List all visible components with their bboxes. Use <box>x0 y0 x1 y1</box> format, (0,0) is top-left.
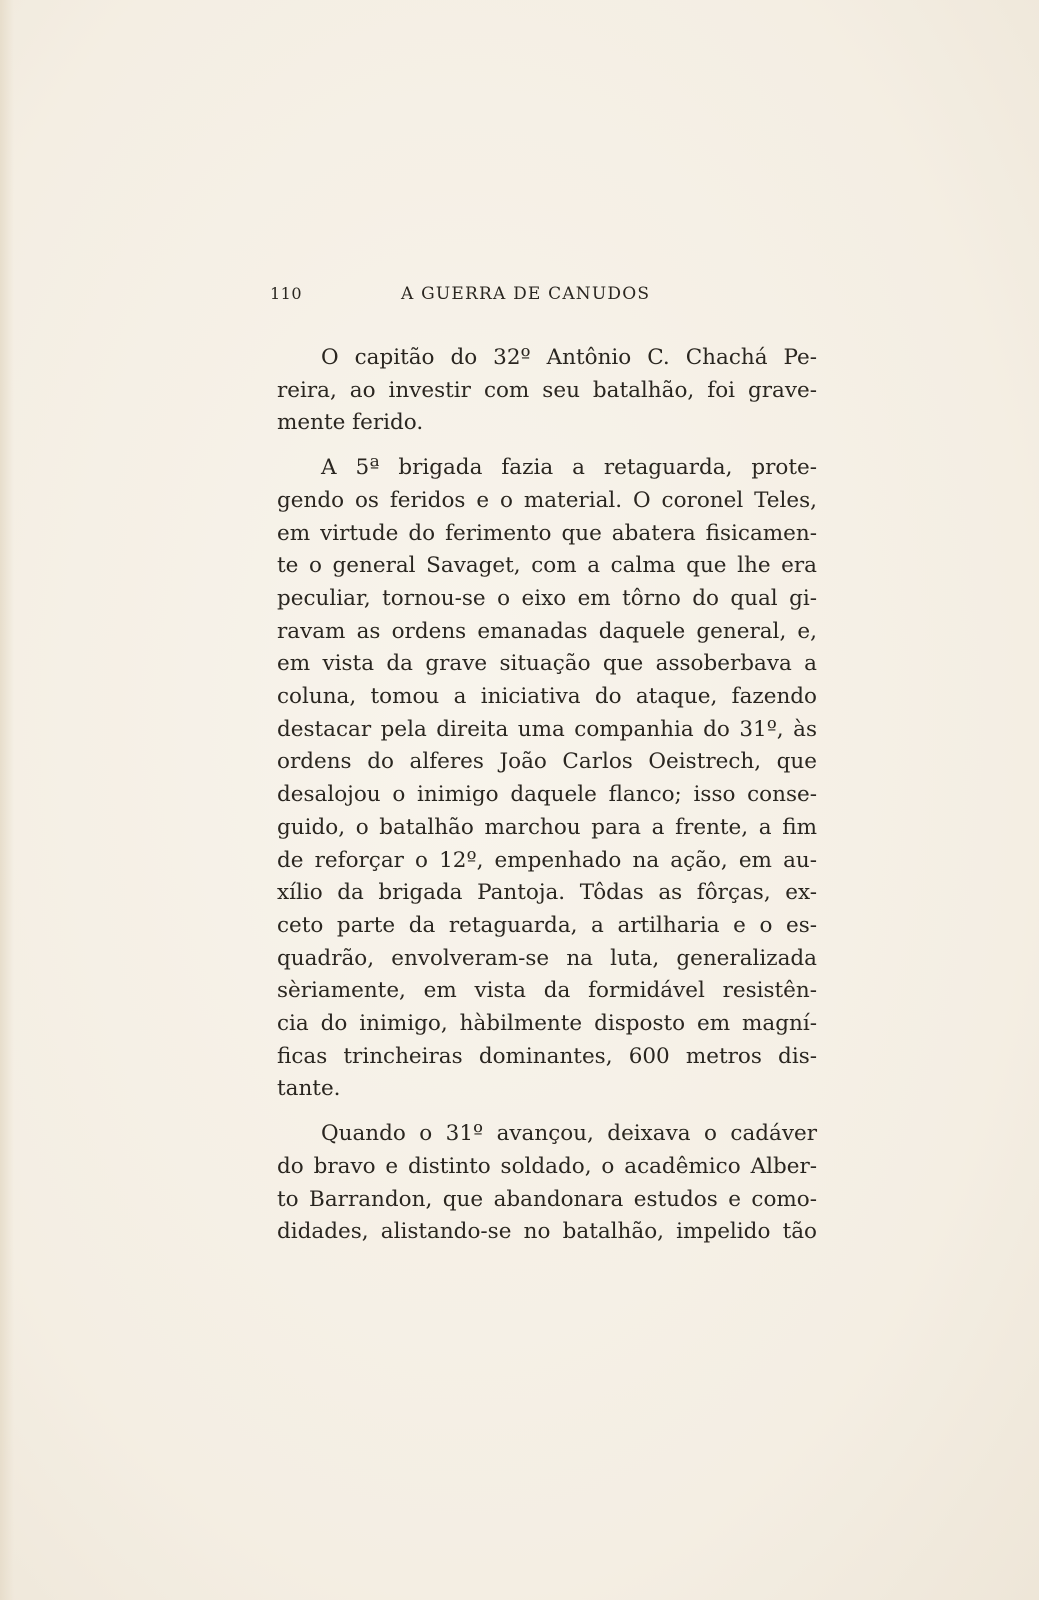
running-head <box>270 284 810 310</box>
text-line: O capitão do 32º Antônio C. Chachá Pe- <box>321 345 817 370</box>
text-line: tante. <box>277 1076 341 1102</box>
text-line: ordens do alferes João Carlos Oeistrech, que <box>277 749 817 775</box>
text-line: A 5ª brigada fazia a retaguarda, prote- <box>321 455 817 481</box>
text-line: Quando o 31º avançou, deixava o cadáver <box>321 1121 817 1147</box>
text-line: peculiar, tornou-se o eixo em tôrno do qual gi- <box>277 585 817 611</box>
text-line: destacar pela direita uma companhia do 31º, às <box>277 716 817 742</box>
text-line: em virtude do ferimento que abatera fisicamen- <box>277 520 817 546</box>
text-line: gendo os feridos e o material. O coronel Teles, <box>277 487 817 513</box>
text-line: sèriamente, em vista da formidável resistên- <box>277 978 817 1004</box>
text-line: reira, ao investir com seu batalhão, foi grave- <box>277 377 817 403</box>
text-line: mente ferido. <box>277 410 424 436</box>
text-line: guido, o batalhão marchou para a frente, a fim <box>277 814 817 840</box>
text-line: em vista da grave situação que assoberbava a <box>277 651 817 677</box>
text-line: desalojou o inimigo daquele flanco; isso conse- <box>277 782 817 808</box>
text-line: coluna, tomou a iniciativa do ataque, fazendo <box>277 684 817 710</box>
text-line: de reforçar o 12º, empenhado na ação, em au- <box>277 847 817 873</box>
page-number: 110 <box>270 284 303 303</box>
body-text <box>277 342 817 1249</box>
text-line: xílio da brigada Pantoja. Tôdas as fôrças, ex- <box>277 880 817 906</box>
text-line: didades, alistando-se no batalhão, impelido tão <box>277 1219 817 1245</box>
paragraph-2 <box>277 452 817 1106</box>
text-line: ravam as ordens emanadas daquele general, e, <box>277 618 817 644</box>
text-line: cia do inimigo, hàbilmente disposto em magní- <box>277 1011 817 1037</box>
text-line: quadrão, envolveram-se na luta, generalizada <box>277 945 817 971</box>
spine-shadow <box>0 0 14 1600</box>
text-line: do bravo e distinto soldado, o acadêmico Alber- <box>277 1153 817 1179</box>
running-title: A GUERRA DE CANUDOS <box>401 284 651 304</box>
text-line: te o general Savaget, com a calma que lhe era <box>277 553 817 579</box>
text-line: to Barrandon, que abandonara estudos e como- <box>277 1186 817 1212</box>
text-line: ceto parte da retaguarda, a artilharia e o es- <box>277 912 817 938</box>
paragraph-1 <box>277 342 817 440</box>
paragraph-3 <box>277 1118 817 1249</box>
text-line: ficas trincheiras dominantes, 600 metros dis- <box>277 1043 817 1069</box>
